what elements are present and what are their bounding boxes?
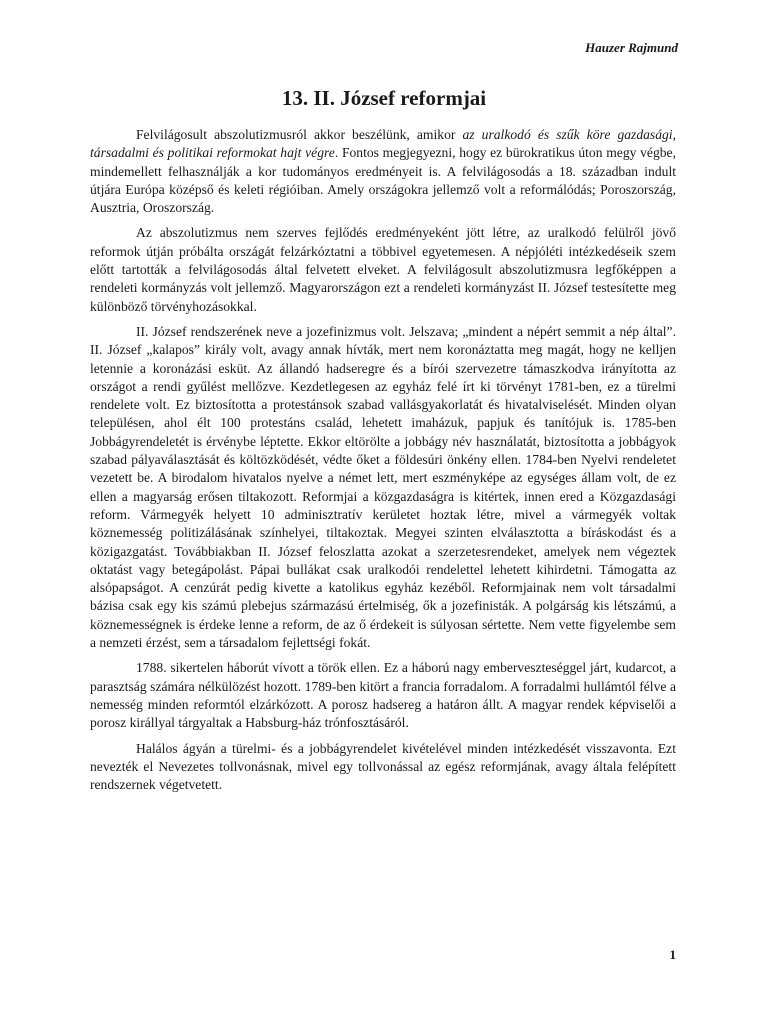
paragraph-intro-emphasis: az uralkodó és szűk köre gazdasági, társadalmi és politikai reformokat hajt végre — [90, 127, 676, 161]
paragraph-absolutism: Az abszolutizmus nem szerves fejlődés eredményeként jött létre, az uralkodó felülről jövő reformok útján próbálta országát felzárkóztatni a többivel egyetemesen. A népjóléti intézkedéseik szem előtt tartották a felvilágosodás által felvetett elveket. A felvilágosult abszolutizmusra legfőképpen a rendeleti kormányzás volt jellemző. Magyarországon ezt a rendeleti kormányzást II. József testesítette meg különböző törvényhozásokkal. — [90, 225, 676, 314]
page-number: 1 — [669, 947, 676, 962]
page-title: 13. II. József reformjai — [281, 86, 487, 110]
paragraph-intro — [90, 126, 676, 217]
paragraph-jozefinizmus: II. József rendszerének neve a jozefinizmus volt. Jelszava; „mindent a népért semmit a nép által”. II. József „kalapos” király volt, avagy annak hívták, mert nem koronáztatta meg magát, hogy ne kelljen letennie a koronázási esküt. Az állandó hadseregre és a bírói szervezetre támaszkodva irányította az országot a rendi gyűlést mellőzve. Kezdetlegesen az egyház felé írt ki törvényt 1781-ben, ez a türelmi rendelete volt. Ez biztosította a protestánsok szabad vallásgyakorlatát és hivatalviselését. Minden olyan településen, ahol élt 100 protestáns család, lehetett imaházuk, papjuk és tanítójuk is. 1785-ben Jobbágyrendeletét is érvénybe léptette. Ekkor eltörölte a jobbágy név használatát, biztosította a jobbágyok szabad pályaválasztását és költözködését, védte őket a földesúri önkény ellen. 1784-ben Nyelvi rendeletet vezetett be. A birodalom hivatalos nyelve a német lett, mert eszményképe az egységes állam volt, de ez ellen a magyarság erősen tiltakozott. Reformjai a közgazdaságra is kitértek, innen ered a Közgazdasági reform. Vármegyék helyett 10 adminisztratív kerületet hoztak létre, mivel a vármegyék voltak köznemesség politizálásának színhelyei, tiltakoztak. Megyei szinten elválasztotta a bíráskodást és a közigazgatást. Továbbiakban II. József feloszlatta azokat a szerzetesrendeket, amelyek nem végeztek oktatást vagy betegápolást. Pápai bullákat csak uralkodói rendelettel lehetett kihirdetni. Támogatta az alsópapságot. A cenzúrát pedig kivette a katolikus egyház kezéből. Reformjainak nem volt társadalmi bázisa csak egy kis számú plebejus származású értelmiség, ők a jozefinisták. A polgárság kis létszámú, a köznemességnek is érdeke lenne a reform, de az ő érdekeit is súlyosan sértette. Nem vette figyelembe sem a nemzeti érzést, sem a társadalom fejlettségi fokát. — [90, 323, 676, 651]
paragraph-war: 1788. sikertelen háborút vívott a török ellen. Ez a háború nagy emberveszteséggel járt, kudarcot, a parasztság számára nélkülözést hozott. 1789-ben kitört a francia forradalom. A forradalmi hullámtól félve a nemesség minden reformtól elzárkózott. A porosz hadsereg a határon állt. A magyar rendek képviselői a porosz királlyal tárgyaltak a Habsburg-ház trónfosztásáról. — [90, 660, 676, 731]
document-body — [90, 126, 676, 801]
paragraph-deathbed: Halálos ágyán a türelmi- és a jobbágyrendelet kivételével minden intézkedését visszavonta. Ezt nevezték el Nevezetes tollvonásnak, mivel egy tollvonással az egész reformjának, avagy általa felépített rendszernek végetvetett. — [90, 740, 676, 793]
paragraph-intro-post: . Fontos megjegyezni, hogy ez bürokratikus úton megy végbe, mindemellett felhasználják a kor tudományos eredményeit is. A felvilágosodás a 18. században indult útjára Európa középső és keleti régióiban. Amely országokra jellemző volt a reformálódás; Poroszország, Ausztria, Oroszország. — [90, 145, 676, 216]
author-header: Hauzer Rajmund — [585, 40, 678, 55]
paragraph-intro-pre: Felvilágosult abszolutizmusról akkor beszélünk, amikor — [136, 127, 463, 142]
